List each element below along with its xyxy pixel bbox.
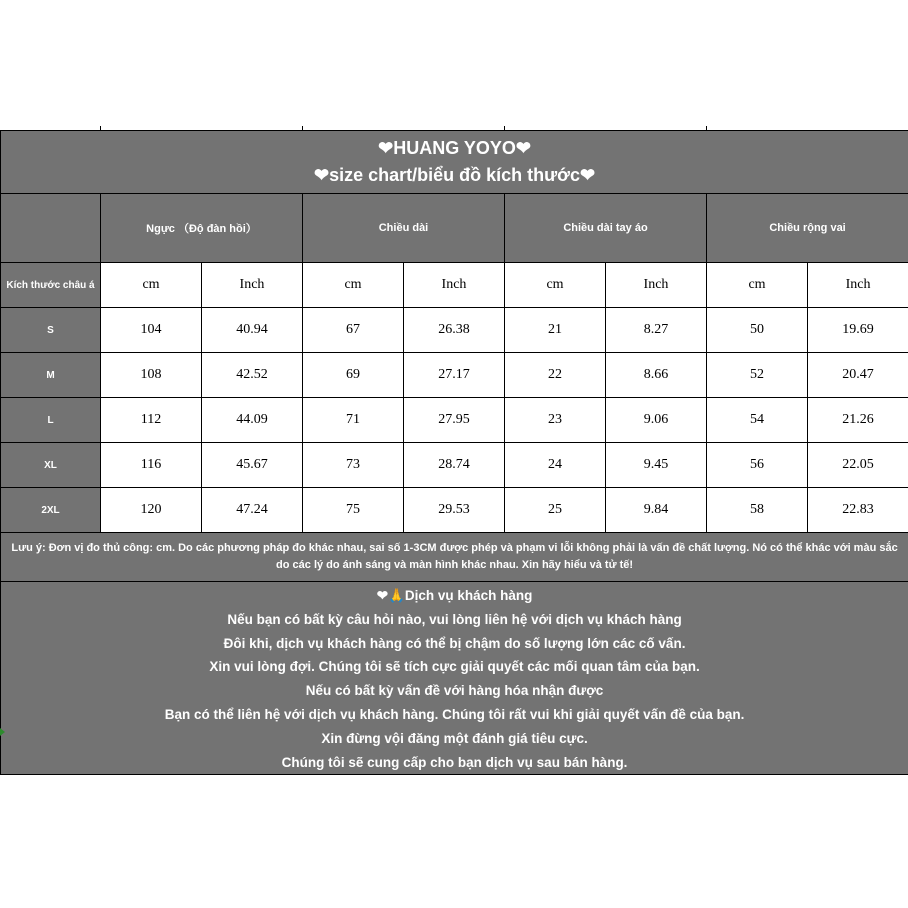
unit-cm: cm (707, 263, 808, 308)
value-cell: 52 (707, 353, 808, 398)
value-cell: 45.67 (202, 443, 303, 488)
value-cell: 23 (505, 398, 606, 443)
table-row (1, 443, 908, 488)
measurement-note: Lưu ý: Đơn vị đo thủ công: cm. Do các phương pháp đo khác nhau, sai số 1-3CM được phép và phạm vi lỗi không phải là vấn đề chất lượng. Nó có thể khác với màu sắc do các lý do ánh sáng và màn hình khác nhau. Xin hãy hiểu và tử tế! (1, 533, 908, 582)
value-cell: 21 (505, 308, 606, 353)
value-cell: 75 (303, 488, 404, 533)
value-cell: 20.47 (808, 353, 908, 398)
value-cell: 22.05 (808, 443, 908, 488)
unit-inch: Inch (404, 263, 505, 308)
value-cell: 27.17 (404, 353, 505, 398)
unit-cm: cm (505, 263, 606, 308)
value-cell: 24 (505, 443, 606, 488)
value-cell: 19.69 (808, 308, 908, 353)
size-chart-table (0, 130, 908, 775)
size-label-header: Kích thước châu á (1, 263, 101, 308)
header-sleeve-length: Chiều dài tay áo (505, 194, 707, 263)
size-cell: XL (1, 443, 101, 488)
service-line: Chúng tôi sẽ cung cấp cho bạn dịch vụ sau bán hàng. (281, 754, 628, 770)
table-row (1, 398, 908, 443)
brand-title: ❤HUANG YOYO❤ (378, 138, 531, 158)
size-cell: M (1, 353, 101, 398)
value-cell: 9.06 (606, 398, 707, 443)
green-marker-icon (0, 728, 5, 736)
value-cell: 50 (707, 308, 808, 353)
value-cell: 47.24 (202, 488, 303, 533)
value-cell: 29.53 (404, 488, 505, 533)
value-cell: 104 (101, 308, 202, 353)
value-cell: 42.52 (202, 353, 303, 398)
table-row (1, 353, 908, 398)
value-cell: 25 (505, 488, 606, 533)
service-line: Xin đừng vội đăng một đánh giá tiêu cực. (321, 730, 588, 746)
size-chart-sheet (0, 130, 908, 775)
value-cell: 8.66 (606, 353, 707, 398)
service-line: Nếu có bất kỳ vấn đề với hàng hóa nhận được (305, 683, 604, 699)
value-cell: 22 (505, 353, 606, 398)
unit-cm: cm (303, 263, 404, 308)
value-cell: 71 (303, 398, 404, 443)
customer-service-block (1, 582, 908, 775)
value-cell: 54 (707, 398, 808, 443)
service-line: Xin vui lòng đợi. Chúng tôi sẽ tích cực giải quyết các mối quan tâm của bạn. (209, 659, 700, 675)
value-cell: 27.95 (404, 398, 505, 443)
unit-inch: Inch (202, 263, 303, 308)
value-cell: 21.26 (808, 398, 908, 443)
service-line: Đôi khi, dịch vụ khách hàng có thể bị chậm do số lượng lớn các cố vấn. (223, 635, 686, 651)
corner-cell (1, 194, 101, 263)
table-row (1, 308, 908, 353)
chart-subtitle: ❤size chart/biểu đồ kích thước❤ (314, 165, 596, 185)
size-cell: L (1, 398, 101, 443)
size-cell: S (1, 308, 101, 353)
value-cell: 58 (707, 488, 808, 533)
service-line: Bạn có thể liên hệ với dịch vụ khách hàng. Chúng tôi rất vui khi giải quyết vấn đề của bạn. (164, 706, 745, 722)
value-cell: 67 (303, 308, 404, 353)
value-cell: 69 (303, 353, 404, 398)
table-row (1, 488, 908, 533)
unit-inch: Inch (606, 263, 707, 308)
service-heading: ❤🙏Dịch vụ khách hàng (376, 588, 533, 603)
value-cell: 73 (303, 443, 404, 488)
value-cell: 120 (101, 488, 202, 533)
value-cell: 112 (101, 398, 202, 443)
header-length: Chiều dài (303, 194, 505, 263)
value-cell: 116 (101, 443, 202, 488)
unit-inch: Inch (808, 263, 908, 308)
value-cell: 44.09 (202, 398, 303, 443)
value-cell: 9.45 (606, 443, 707, 488)
value-cell: 8.27 (606, 308, 707, 353)
value-cell: 56 (707, 443, 808, 488)
value-cell: 22.83 (808, 488, 908, 533)
size-cell: 2XL (1, 488, 101, 533)
value-cell: 26.38 (404, 308, 505, 353)
value-cell: 9.84 (606, 488, 707, 533)
value-cell: 108 (101, 353, 202, 398)
header-chest: Ngực （Độ đàn hồi） (101, 194, 303, 263)
service-line: Nếu bạn có bất kỳ câu hỏi nào, vui lòng liên hệ với dịch vụ khách hàng (227, 611, 682, 627)
header-shoulder-width: Chiều rộng vai (707, 194, 908, 263)
value-cell: 28.74 (404, 443, 505, 488)
unit-cm: cm (101, 263, 202, 308)
value-cell: 40.94 (202, 308, 303, 353)
chart-title (1, 131, 908, 194)
